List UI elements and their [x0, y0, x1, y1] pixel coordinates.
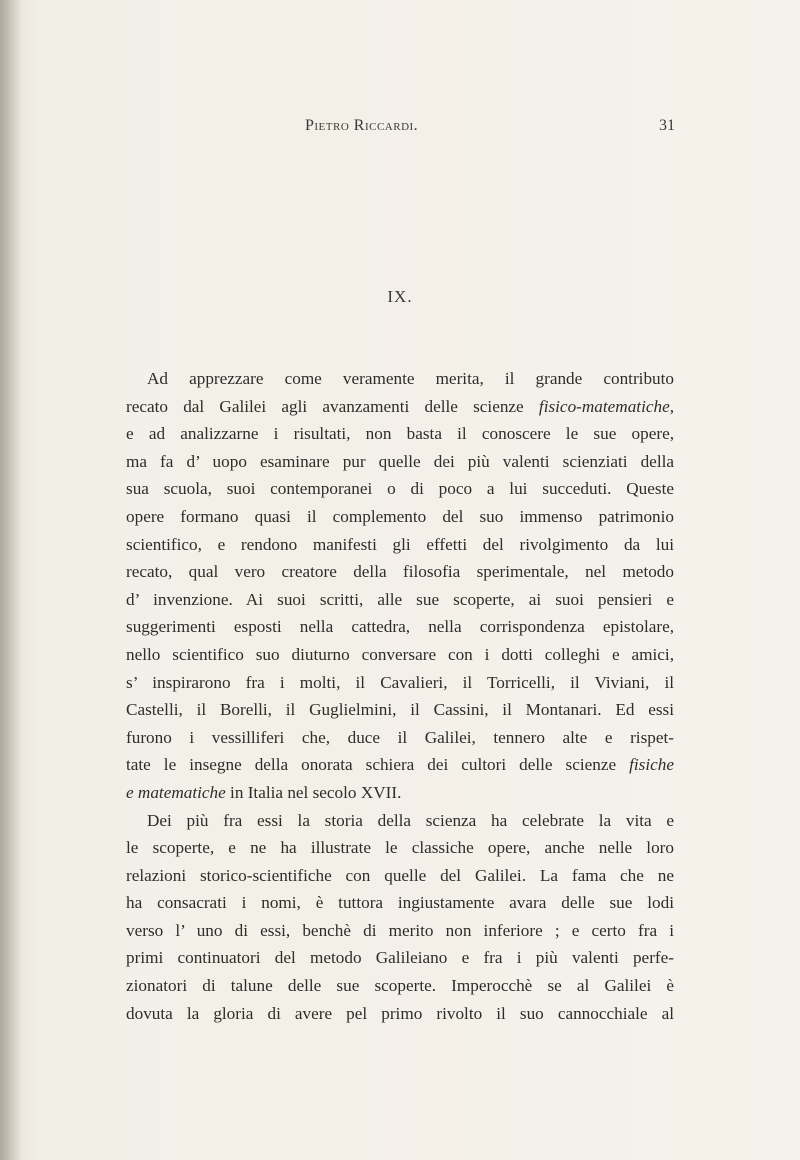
text-segment: tate le insegne della onorata schiera dei cultori delle scienze: [126, 755, 630, 775]
italic-text: fisico-matematiche,: [538, 396, 674, 416]
text-line: ma fa d’ uopo esaminare pur quelle dei più valenti scienziati della: [126, 451, 674, 471]
text-line: [126, 393, 674, 421]
text-line: primi continuatori del metodo Galileiano e fra i più valenti perfe-: [126, 948, 674, 968]
text-line: opere formano quasi il complemento del suo immenso patrimonio: [126, 506, 674, 526]
text-line: verso l’ uno di essi, benchè di merito non inferiore ; e certo fra i: [126, 920, 674, 940]
page-number: 31: [659, 117, 675, 134]
text-line: relazioni storico-scientifiche con quelle del Galilei. La fama che ne: [126, 865, 674, 885]
running-title: Pietro Riccardi.: [305, 117, 419, 134]
text-line: dovuta la gloria di avere pel primo rivolto il suo cannocchiale al: [126, 1003, 674, 1023]
text-line: zionatori di talune delle sue scoperte. Imperocchè se al Galilei è: [126, 976, 674, 996]
text-line: e ad analizzarne i risultati, non basta il conoscere le sue opere,: [126, 424, 674, 444]
text-line: furono i vessilliferi che, duce il Galilei, tennero alte e rispet-: [126, 727, 674, 747]
text-segment: recato dal Galilei agli avanzamenti delle scienze: [126, 396, 539, 416]
body-text: [126, 365, 674, 1027]
text-line: recato, qual vero creatore della filosofia sperimentale, nel metodo: [126, 562, 674, 582]
text-line: sua scuola, suoi contemporanei o di poco a lui succeduti. Queste: [126, 479, 674, 499]
italic-text: e matematiche: [126, 782, 226, 802]
text-line: scientifico, e rendono manifesti gli effetti del rivolgimento da lui: [126, 534, 674, 554]
text-line: Castelli, il Borelli, il Guglielmini, il Cassini, il Montanari. Ed essi: [126, 700, 674, 720]
text-line: d’ invenzione. Ai suoi scritti, alle sue scoperte, ai suoi pensieri e: [126, 589, 674, 609]
text-line: Ad apprezzare come veramente merita, il grande contributo: [147, 369, 674, 388]
text-segment: in Italia nel secolo XVII.: [225, 782, 402, 802]
section-number: IX.: [387, 287, 413, 306]
text-line: Dei più fra essi la storia della scienza ha celebrate la vita e: [147, 810, 674, 830]
italic-text: fisiche: [629, 755, 674, 775]
text-line: suggerimenti esposti nella cattedra, nella corrispondenza epistolare,: [126, 617, 674, 637]
text-line: ha consacrati i nomi, è tuttora ingiustamente avara delle sue lodi: [126, 893, 674, 913]
text-line: [126, 751, 674, 779]
spine-shadow: [0, 0, 22, 1160]
running-head: [0, 117, 800, 141]
text-line: [126, 779, 674, 807]
text-line: s’ inspirarono fra i molti, il Cavalieri, il Torricelli, il Viviani, il: [126, 672, 674, 692]
text-line: le scoperte, e ne ha illustrate le classiche opere, anche nelle loro: [126, 838, 674, 858]
text-line: nello scientifico suo diuturno conversare con i dotti colleghi e amici,: [126, 644, 674, 664]
